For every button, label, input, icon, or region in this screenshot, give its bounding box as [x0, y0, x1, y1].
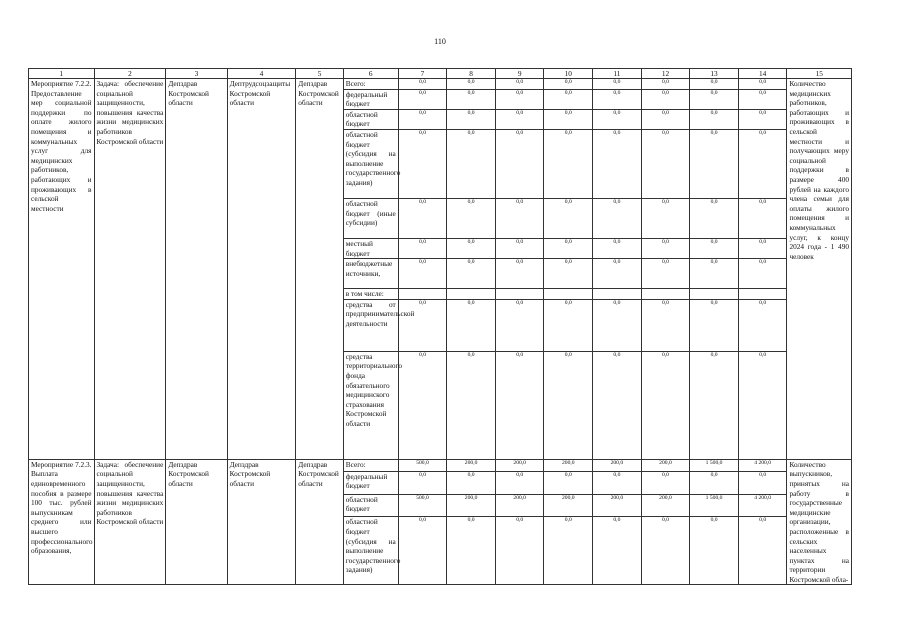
source-label: внебюджетные источники,: [343, 259, 398, 289]
value-cell: 0,0: [398, 89, 447, 109]
value-cell: 0,0: [690, 259, 739, 289]
value-cell: 0,0: [544, 79, 593, 90]
column-header-4: 4: [227, 69, 296, 79]
value-cell: 0,0: [447, 109, 496, 129]
column-header-2: 2: [94, 69, 166, 79]
value-cell: 0,0: [690, 351, 739, 459]
value-cell: 0,0: [495, 299, 544, 351]
value-cell: 0,0: [495, 198, 544, 238]
value-cell: 0,0: [738, 89, 787, 109]
source-label: областной бюджет (субсидия на выполнение государственного задания): [343, 129, 398, 198]
value-cell: 0,0: [641, 89, 690, 109]
value-cell: 0,0: [398, 351, 447, 459]
value-cell: 0,0: [593, 238, 642, 258]
value-cell: [544, 289, 593, 300]
column-header-12: 12: [641, 69, 690, 79]
value-cell: 0,0: [641, 79, 690, 90]
value-cell: 0,0: [690, 299, 739, 351]
value-cell: 500,0: [398, 494, 447, 517]
value-cell: 0,0: [398, 238, 447, 258]
value-cell: 0,0: [544, 351, 593, 459]
column-header-1: 1: [29, 69, 95, 79]
value-cell: 0,0: [447, 351, 496, 459]
value-cell: 200,0: [447, 459, 496, 471]
funding-table: [28, 68, 852, 585]
value-cell: 0,0: [495, 129, 544, 198]
source-label: средства от предпринимательской деятельности: [343, 299, 398, 351]
result-cell: Количество выпускников, принятых на работу в государственные медицинские организации, расположенные в сельских населенных пунктах на территории Костромской обла-: [787, 459, 852, 585]
value-cell: 0,0: [593, 129, 642, 198]
column-header-11: 11: [593, 69, 642, 79]
value-cell: 0,0: [738, 259, 787, 289]
column-header-14: 14: [738, 69, 787, 79]
value-cell: 0,0: [398, 79, 447, 90]
value-cell: 0,0: [738, 109, 787, 129]
executor-cell: Депздрав Костромской области: [296, 459, 344, 585]
value-cell: 200,0: [447, 494, 496, 517]
event-cell: Мероприятие 7.2.3. Выплата единовременного пособия в размере 100 тыс. рублей выпускникам среднего или высшего профессионального образования,: [29, 459, 95, 585]
column-header-3: 3: [166, 69, 227, 79]
value-cell: 0,0: [495, 109, 544, 129]
value-cell: 0,0: [544, 89, 593, 109]
value-cell: 4 200,0: [738, 459, 787, 471]
value-cell: 200,0: [495, 459, 544, 471]
value-cell: 0,0: [398, 198, 447, 238]
value-cell: 0,0: [593, 259, 642, 289]
value-cell: 0,0: [738, 198, 787, 238]
value-cell: 200,0: [593, 459, 642, 471]
source-label: местный бюджет: [343, 238, 398, 258]
source-label: областной бюджет (иные субсидии): [343, 198, 398, 238]
value-cell: [447, 289, 496, 300]
value-cell: 0,0: [593, 471, 642, 494]
value-cell: 0,0: [641, 238, 690, 258]
value-cell: 0,0: [641, 198, 690, 238]
value-cell: 0,0: [447, 198, 496, 238]
value-cell: 0,0: [398, 299, 447, 351]
value-cell: 0,0: [641, 517, 690, 585]
coexecutor-cell: Дептрудсоцзащиты Костромской области: [227, 79, 296, 460]
value-cell: [738, 289, 787, 300]
value-cell: 0,0: [690, 517, 739, 585]
value-cell: 0,0: [447, 259, 496, 289]
value-cell: 0,0: [593, 198, 642, 238]
value-cell: [641, 289, 690, 300]
value-cell: 0,0: [690, 471, 739, 494]
value-cell: 0,0: [593, 79, 642, 90]
value-cell: 0,0: [544, 299, 593, 351]
value-cell: 0,0: [738, 238, 787, 258]
column-header-13: 13: [690, 69, 739, 79]
value-cell: 200,0: [544, 459, 593, 471]
value-cell: 0,0: [738, 299, 787, 351]
value-cell: 0,0: [447, 129, 496, 198]
value-cell: 0,0: [690, 129, 739, 198]
table-row: [29, 79, 852, 90]
source-label: федеральный бюджет: [343, 89, 398, 109]
value-cell: 0,0: [544, 259, 593, 289]
value-cell: 200,0: [544, 494, 593, 517]
value-cell: 0,0: [690, 89, 739, 109]
value-cell: 0,0: [738, 351, 787, 459]
value-cell: 0,0: [641, 471, 690, 494]
value-cell: 0,0: [495, 471, 544, 494]
value-cell: [690, 289, 739, 300]
value-cell: [495, 289, 544, 300]
value-cell: 0,0: [738, 517, 787, 585]
value-cell: 0,0: [447, 79, 496, 90]
value-cell: 1 500,0: [690, 459, 739, 471]
value-cell: 0,0: [690, 109, 739, 129]
value-cell: 0,0: [495, 79, 544, 90]
result-cell: Количество медицинских работников, работающих и проживающих в сельской местности и получающих меру социальной поддержки в размере 400 рублей на каждого члена семьи для оплаты жилого помещения и коммунальных услуг, к концу 2024 года - 1 490 человек: [787, 79, 852, 460]
column-number-row: [29, 69, 852, 79]
source-label: областной бюджет (субсидия на выполнение государственного задания): [343, 517, 398, 585]
value-cell: 0,0: [544, 129, 593, 198]
value-cell: 0,0: [398, 109, 447, 129]
value-cell: 200,0: [593, 494, 642, 517]
table-row: [29, 459, 852, 471]
source-label: Всего:: [343, 79, 398, 90]
value-cell: 0,0: [447, 89, 496, 109]
responsible-cell: Депздрав Костромской области: [166, 79, 227, 460]
value-cell: [398, 289, 447, 300]
page-number: 110: [434, 37, 446, 46]
value-cell: 200,0: [641, 459, 690, 471]
column-header-9: 9: [495, 69, 544, 79]
value-cell: 0,0: [398, 517, 447, 585]
source-label: федеральный бюджет: [343, 471, 398, 494]
column-header-5: 5: [296, 69, 344, 79]
value-cell: 0,0: [544, 517, 593, 585]
source-label: Всего:: [343, 459, 398, 471]
column-header-15: 15: [787, 69, 852, 79]
source-label: областной бюджет: [343, 109, 398, 129]
source-label: средства территориального фонда обязательного медицинского страхования Костромской области: [343, 351, 398, 459]
value-cell: 0,0: [398, 129, 447, 198]
value-cell: 200,0: [641, 494, 690, 517]
value-cell: 0,0: [544, 109, 593, 129]
value-cell: 0,0: [447, 299, 496, 351]
value-cell: 0,0: [447, 471, 496, 494]
value-cell: 0,0: [593, 299, 642, 351]
source-label: областной бюджет: [343, 494, 398, 517]
value-cell: 0,0: [593, 89, 642, 109]
value-cell: 0,0: [544, 471, 593, 494]
value-cell: 0,0: [690, 79, 739, 90]
value-cell: 0,0: [593, 517, 642, 585]
source-label: в том числе:: [343, 289, 398, 300]
coexecutor-cell: Депздрав Костромской области: [227, 459, 296, 585]
value-cell: 0,0: [495, 517, 544, 585]
column-header-8: 8: [447, 69, 496, 79]
value-cell: 0,0: [495, 89, 544, 109]
value-cell: 0,0: [690, 238, 739, 258]
value-cell: 0,0: [544, 238, 593, 258]
value-cell: 0,0: [690, 198, 739, 238]
value-cell: 0,0: [495, 238, 544, 258]
value-cell: 500,0: [398, 459, 447, 471]
column-header-6: 6: [343, 69, 398, 79]
value-cell: 0,0: [738, 471, 787, 494]
value-cell: 200,0: [495, 494, 544, 517]
value-cell: 1 500,0: [690, 494, 739, 517]
task-cell: Задача: обеспечение социальной защищенности, повышения качества жизни медицинских работников Костромской области: [94, 459, 166, 585]
value-cell: 0,0: [641, 299, 690, 351]
value-cell: 0,0: [593, 351, 642, 459]
task-cell: Задача: обеспечение социальной защищенности, повышения качества жизни медицинских работников Костромской области: [94, 79, 166, 460]
value-cell: 0,0: [495, 259, 544, 289]
value-cell: 0,0: [738, 79, 787, 90]
value-cell: 0,0: [738, 129, 787, 198]
column-header-7: 7: [398, 69, 447, 79]
value-cell: 0,0: [447, 238, 496, 258]
value-cell: 0,0: [593, 109, 642, 129]
value-cell: 0,0: [641, 129, 690, 198]
executor-cell: Депздрав Костромской области: [296, 79, 344, 460]
value-cell: 0,0: [544, 198, 593, 238]
value-cell: [593, 289, 642, 300]
column-header-10: 10: [544, 69, 593, 79]
value-cell: 0,0: [641, 109, 690, 129]
value-cell: 0,0: [398, 259, 447, 289]
value-cell: 0,0: [641, 351, 690, 459]
value-cell: 0,0: [398, 471, 447, 494]
value-cell: 0,0: [641, 259, 690, 289]
responsible-cell: Депздрав Костромской области: [166, 459, 227, 585]
value-cell: 4 200,0: [738, 494, 787, 517]
value-cell: 0,0: [495, 351, 544, 459]
event-cell: Мероприятие 7.2.2. Предоставление мер социальной поддержки по оплате жилого помещения и коммунальных услуг для медицинских работников, работающих и проживающих в сельской местности: [29, 79, 95, 460]
value-cell: 0,0: [447, 517, 496, 585]
